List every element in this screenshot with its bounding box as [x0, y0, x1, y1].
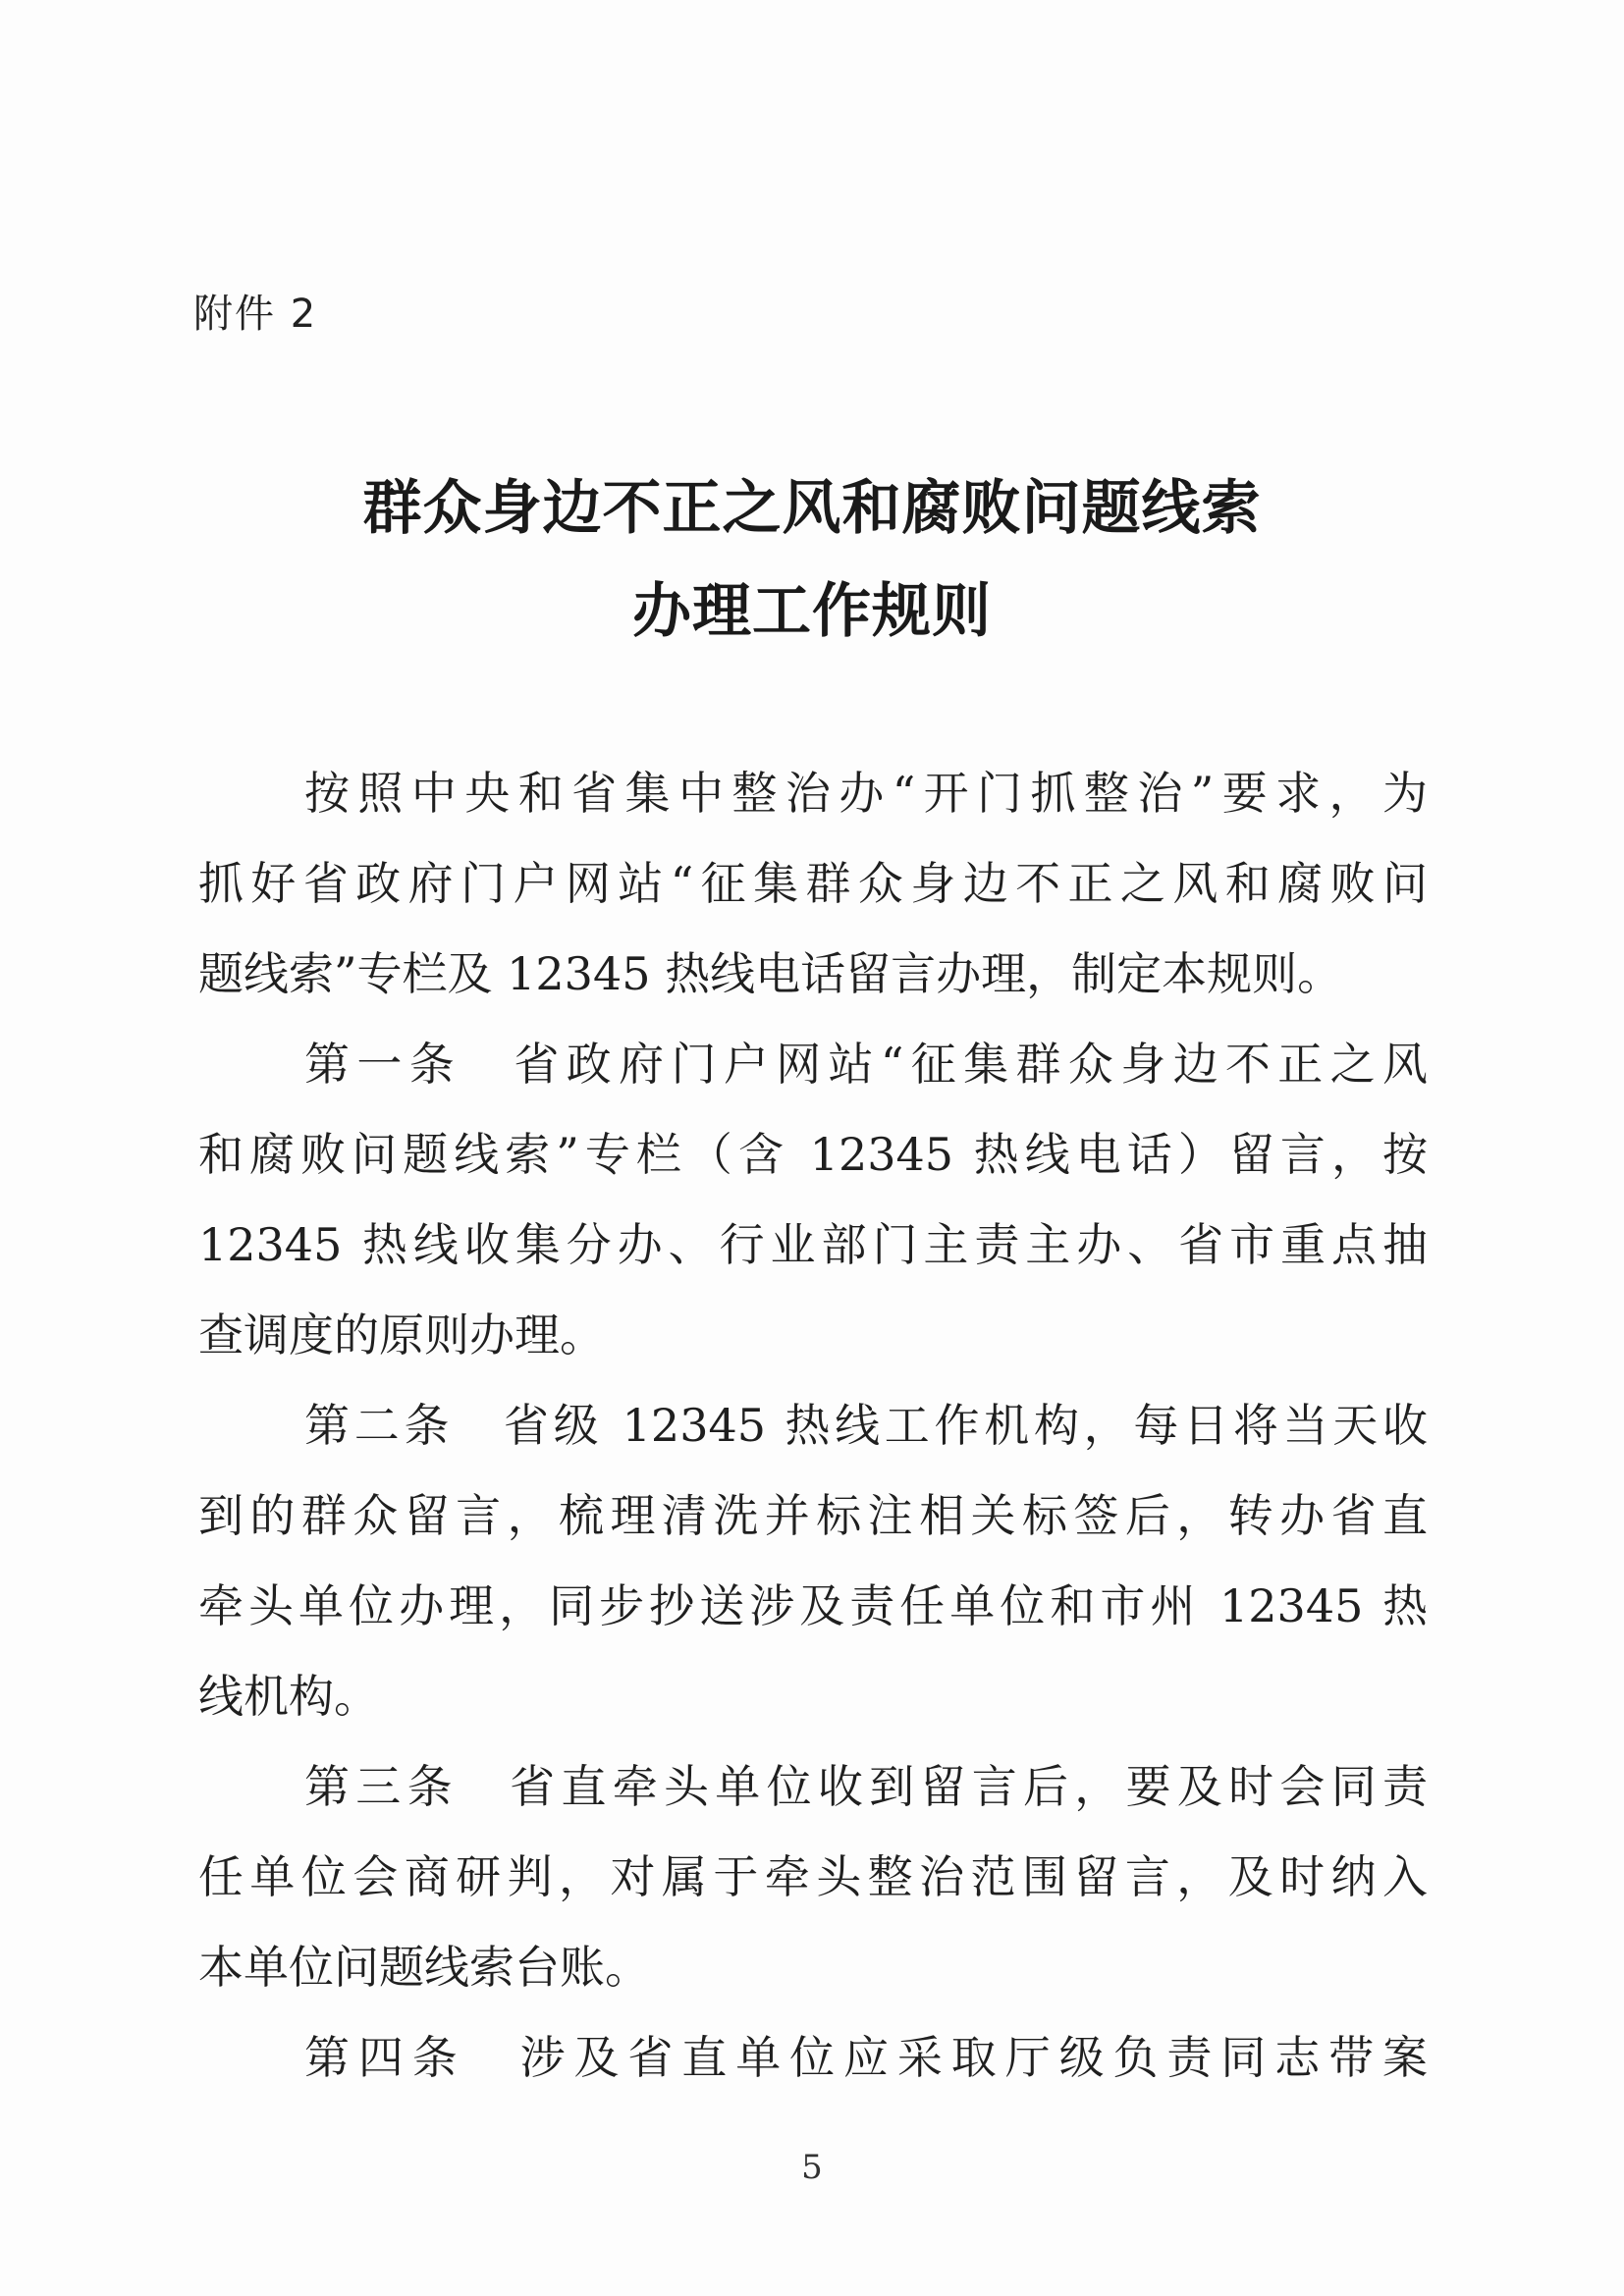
body-line: 题线索”专栏及 12345 热线电话留言办理，制定本规则。	[198, 947, 1343, 1000]
body-line: 抓好省政府门户网站“征集群众身边不正之风和腐败问	[198, 857, 1428, 910]
body-line: 任单位会商研判，对属于牵头整治范围留言，及时纳入	[198, 1850, 1428, 1903]
document-title-line-2: 办理工作规则	[632, 577, 992, 646]
body-line: 到的群众留言，梳理清洗并标注相关标签后，转办省直	[198, 1489, 1428, 1542]
body-line: 本单位问题线索台账。	[198, 1941, 650, 1994]
body-line: 查调度的原则办理。	[198, 1308, 605, 1362]
document-body	[198, 748, 1428, 2103]
body-line: 12345 热线收集分办、行业部门主责主办、省市重点抽	[198, 1218, 1428, 1271]
document-title-line-1: 群众身边不正之风和腐败问题线索	[362, 474, 1262, 543]
page-number: 5	[801, 2148, 823, 2187]
body-line: 第四条 涉及省直单位应采取厅级负责同志带案	[304, 2031, 1428, 2084]
body-line: 线机构。	[198, 1670, 379, 1723]
body-line: 第一条 省政府门户网站“征集群众身边不正之风	[304, 1038, 1428, 1091]
body-line: 第三条 省直牵头单位收到留言后，要及时会同责	[304, 1760, 1428, 1813]
body-line: 牵头单位办理，同步抄送涉及责任单位和市州 12345 热	[198, 1579, 1428, 1632]
body-line: 第二条 省级 12345 热线工作机构，每日将当天收	[304, 1399, 1428, 1452]
body-line: 和腐败问题线索”专栏（含 12345 热线电话）留言，按	[198, 1128, 1428, 1181]
annex-label: 附件 2	[193, 292, 318, 337]
body-line: 按照中央和省集中整治办“开门抓整治”要求，为	[304, 767, 1428, 820]
